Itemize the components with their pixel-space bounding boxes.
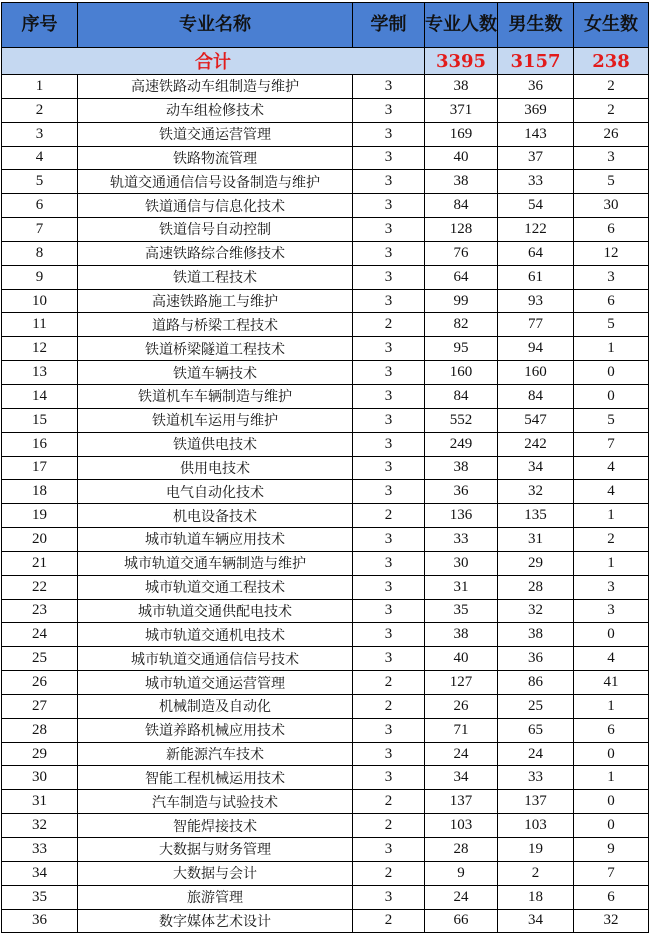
row-major-name: 铁道工程技术 <box>78 265 353 289</box>
row-years: 2 <box>353 861 425 885</box>
row-major-name: 铁道信号自动控制 <box>78 218 353 242</box>
row-female: 9 <box>574 838 649 862</box>
row-years: 3 <box>353 122 425 146</box>
row-total: 103 <box>425 814 498 838</box>
header-row <box>2 3 649 48</box>
row-female: 6 <box>574 885 649 909</box>
row-total: 128 <box>425 218 498 242</box>
row-female: 2 <box>574 528 649 552</box>
table-row <box>2 599 649 623</box>
row-index: 23 <box>2 599 78 623</box>
row-male: 25 <box>498 694 574 718</box>
row-total: 31 <box>425 575 498 599</box>
table-row <box>2 194 649 218</box>
table-row <box>2 122 649 146</box>
row-female: 5 <box>574 170 649 194</box>
row-total: 136 <box>425 504 498 528</box>
row-years: 3 <box>353 885 425 909</box>
row-female: 0 <box>574 790 649 814</box>
row-years: 3 <box>353 838 425 862</box>
row-total: 95 <box>425 337 498 361</box>
row-years: 2 <box>353 790 425 814</box>
row-index: 12 <box>2 337 78 361</box>
row-years: 3 <box>353 98 425 122</box>
row-female: 0 <box>574 742 649 766</box>
row-major-name: 铁路物流管理 <box>78 146 353 170</box>
row-female: 6 <box>574 718 649 742</box>
row-female: 0 <box>574 814 649 838</box>
row-female: 2 <box>574 75 649 99</box>
row-index: 18 <box>2 480 78 504</box>
row-index: 6 <box>2 194 78 218</box>
table-row <box>2 766 649 790</box>
row-years: 3 <box>353 337 425 361</box>
row-female: 5 <box>574 408 649 432</box>
row-major-name: 城市轨道交通通信信号技术 <box>78 647 353 671</box>
row-male: 37 <box>498 146 574 170</box>
table-row <box>2 218 649 242</box>
table-row <box>2 551 649 575</box>
row-years: 3 <box>353 647 425 671</box>
row-years: 3 <box>353 408 425 432</box>
table-row <box>2 241 649 265</box>
table-row <box>2 909 649 933</box>
row-male: 137 <box>498 790 574 814</box>
table-row <box>2 504 649 528</box>
row-major-name: 铁道交通运营管理 <box>78 122 353 146</box>
row-male: 65 <box>498 718 574 742</box>
row-major-name: 城市轨道交通车辆制造与维护 <box>78 551 353 575</box>
row-male: 2 <box>498 861 574 885</box>
row-female: 3 <box>574 146 649 170</box>
row-major-name: 智能工程机械运用技术 <box>78 766 353 790</box>
row-major-name: 城市轨道车辆应用技术 <box>78 528 353 552</box>
row-male: 31 <box>498 528 574 552</box>
row-years: 2 <box>353 814 425 838</box>
header-male: 男生数 <box>498 3 574 48</box>
row-female: 6 <box>574 218 649 242</box>
row-major-name: 城市轨道交通工程技术 <box>78 575 353 599</box>
row-major-name: 汽车制造与试验技术 <box>78 790 353 814</box>
row-total: 66 <box>425 909 498 933</box>
header-major: 专业名称 <box>78 3 353 48</box>
row-female: 5 <box>574 313 649 337</box>
table-row <box>2 98 649 122</box>
row-index: 5 <box>2 170 78 194</box>
row-total: 35 <box>425 599 498 623</box>
row-male: 143 <box>498 122 574 146</box>
row-years: 3 <box>353 241 425 265</box>
header-index: 序号 <box>2 3 78 48</box>
row-male: 32 <box>498 599 574 623</box>
row-total: 76 <box>425 241 498 265</box>
row-major-name: 铁道桥梁隧道工程技术 <box>78 337 353 361</box>
row-major-name: 动车组检修技术 <box>78 98 353 122</box>
table-row <box>2 814 649 838</box>
row-male: 93 <box>498 289 574 313</box>
row-major-name: 机械制造及自动化 <box>78 694 353 718</box>
row-female: 0 <box>574 384 649 408</box>
row-years: 3 <box>353 575 425 599</box>
row-years: 3 <box>353 170 425 194</box>
total-male: 3157 <box>498 48 574 75</box>
row-total: 38 <box>425 75 498 99</box>
table-row <box>2 528 649 552</box>
row-total: 26 <box>425 694 498 718</box>
total-female: 238 <box>574 48 649 75</box>
header-years: 学制 <box>353 3 425 48</box>
table-row <box>2 671 649 695</box>
row-major-name: 大数据与财务管理 <box>78 838 353 862</box>
row-male: 33 <box>498 766 574 790</box>
row-male: 36 <box>498 75 574 99</box>
table-row <box>2 575 649 599</box>
table-row <box>2 361 649 385</box>
row-index: 11 <box>2 313 78 337</box>
row-total: 28 <box>425 838 498 862</box>
row-male: 34 <box>498 909 574 933</box>
row-index: 34 <box>2 861 78 885</box>
row-years: 3 <box>353 384 425 408</box>
row-female: 3 <box>574 265 649 289</box>
row-major-name: 电气自动化技术 <box>78 480 353 504</box>
row-index: 35 <box>2 885 78 909</box>
table-row <box>2 146 649 170</box>
row-years: 3 <box>353 194 425 218</box>
row-major-name: 道路与桥梁工程技术 <box>78 313 353 337</box>
row-total: 249 <box>425 432 498 456</box>
row-index: 15 <box>2 408 78 432</box>
row-major-name: 高速铁路动车组制造与维护 <box>78 75 353 99</box>
row-index: 8 <box>2 241 78 265</box>
row-index: 10 <box>2 289 78 313</box>
row-male: 18 <box>498 885 574 909</box>
row-total: 84 <box>425 194 498 218</box>
table-row <box>2 432 649 456</box>
row-years: 3 <box>353 265 425 289</box>
table-row <box>2 313 649 337</box>
row-years: 3 <box>353 218 425 242</box>
row-female: 41 <box>574 671 649 695</box>
row-female: 3 <box>574 599 649 623</box>
row-male: 54 <box>498 194 574 218</box>
row-total: 137 <box>425 790 498 814</box>
table-row <box>2 337 649 361</box>
row-index: 17 <box>2 456 78 480</box>
table-row <box>2 384 649 408</box>
row-male: 86 <box>498 671 574 695</box>
row-index: 21 <box>2 551 78 575</box>
total-label: 合计 <box>2 48 425 75</box>
row-years: 2 <box>353 313 425 337</box>
row-years: 3 <box>353 289 425 313</box>
row-female: 6 <box>574 289 649 313</box>
row-major-name: 轨道交通通信信号设备制造与维护 <box>78 170 353 194</box>
row-years: 3 <box>353 528 425 552</box>
table-row <box>2 480 649 504</box>
row-total: 40 <box>425 647 498 671</box>
row-index: 27 <box>2 694 78 718</box>
row-index: 22 <box>2 575 78 599</box>
row-years: 3 <box>353 718 425 742</box>
row-female: 26 <box>574 122 649 146</box>
row-years: 3 <box>353 766 425 790</box>
table-row <box>2 838 649 862</box>
row-major-name: 城市轨道交通供配电技术 <box>78 599 353 623</box>
row-total: 71 <box>425 718 498 742</box>
row-major-name: 旅游管理 <box>78 885 353 909</box>
row-years: 2 <box>353 504 425 528</box>
row-major-name: 数字媒体艺术设计 <box>78 909 353 933</box>
row-major-name: 大数据与会计 <box>78 861 353 885</box>
row-major-name: 铁道供电技术 <box>78 432 353 456</box>
row-female: 1 <box>574 504 649 528</box>
row-male: 77 <box>498 313 574 337</box>
row-index: 25 <box>2 647 78 671</box>
table-row <box>2 742 649 766</box>
row-index: 33 <box>2 838 78 862</box>
row-total: 24 <box>425 742 498 766</box>
row-index: 32 <box>2 814 78 838</box>
total-count: 3395 <box>425 48 498 75</box>
row-major-name: 新能源汽车技术 <box>78 742 353 766</box>
row-index: 20 <box>2 528 78 552</box>
table-row <box>2 289 649 313</box>
row-female: 12 <box>574 241 649 265</box>
table-row <box>2 718 649 742</box>
row-index: 19 <box>2 504 78 528</box>
row-index: 4 <box>2 146 78 170</box>
row-female: 4 <box>574 456 649 480</box>
row-major-name: 城市轨道交通机电技术 <box>78 623 353 647</box>
row-total: 30 <box>425 551 498 575</box>
row-major-name: 机电设备技术 <box>78 504 353 528</box>
row-total: 33 <box>425 528 498 552</box>
row-total: 99 <box>425 289 498 313</box>
row-male: 369 <box>498 98 574 122</box>
row-total: 9 <box>425 861 498 885</box>
row-index: 28 <box>2 718 78 742</box>
row-total: 38 <box>425 170 498 194</box>
row-male: 19 <box>498 838 574 862</box>
row-total: 40 <box>425 146 498 170</box>
row-index: 13 <box>2 361 78 385</box>
header-total: 专业人数 <box>425 3 498 48</box>
row-female: 2 <box>574 98 649 122</box>
row-male: 242 <box>498 432 574 456</box>
row-male: 103 <box>498 814 574 838</box>
total-row <box>2 48 649 75</box>
row-index: 16 <box>2 432 78 456</box>
row-total: 169 <box>425 122 498 146</box>
row-major-name: 智能焊接技术 <box>78 814 353 838</box>
row-major-name: 铁道机车运用与维护 <box>78 408 353 432</box>
row-male: 29 <box>498 551 574 575</box>
row-total: 38 <box>425 623 498 647</box>
row-index: 3 <box>2 122 78 146</box>
row-male: 84 <box>498 384 574 408</box>
row-female: 32 <box>574 909 649 933</box>
row-total: 38 <box>425 456 498 480</box>
row-index: 14 <box>2 384 78 408</box>
row-male: 24 <box>498 742 574 766</box>
row-female: 7 <box>574 861 649 885</box>
row-total: 160 <box>425 361 498 385</box>
row-female: 30 <box>574 194 649 218</box>
row-total: 552 <box>425 408 498 432</box>
row-female: 1 <box>574 551 649 575</box>
row-total: 36 <box>425 480 498 504</box>
row-female: 1 <box>574 694 649 718</box>
row-total: 64 <box>425 265 498 289</box>
header-female: 女生数 <box>574 3 649 48</box>
row-years: 3 <box>353 599 425 623</box>
table-row <box>2 623 649 647</box>
row-female: 4 <box>574 647 649 671</box>
table-row <box>2 790 649 814</box>
row-total: 82 <box>425 313 498 337</box>
row-index: 36 <box>2 909 78 933</box>
row-major-name: 高速铁路施工与维护 <box>78 289 353 313</box>
row-index: 26 <box>2 671 78 695</box>
table-row <box>2 265 649 289</box>
row-female: 1 <box>574 337 649 361</box>
row-major-name: 铁道机车车辆制造与维护 <box>78 384 353 408</box>
row-years: 3 <box>353 146 425 170</box>
row-years: 3 <box>353 480 425 504</box>
row-male: 547 <box>498 408 574 432</box>
row-female: 0 <box>574 623 649 647</box>
row-male: 32 <box>498 480 574 504</box>
row-major-name: 铁道通信与信息化技术 <box>78 194 353 218</box>
row-years: 3 <box>353 742 425 766</box>
row-male: 33 <box>498 170 574 194</box>
table-row <box>2 647 649 671</box>
row-major-name: 高速铁路综合维修技术 <box>78 241 353 265</box>
row-years: 3 <box>353 361 425 385</box>
table-row <box>2 456 649 480</box>
row-index: 30 <box>2 766 78 790</box>
row-total: 127 <box>425 671 498 695</box>
table-row <box>2 75 649 99</box>
row-male: 61 <box>498 265 574 289</box>
row-male: 94 <box>498 337 574 361</box>
row-total: 24 <box>425 885 498 909</box>
row-male: 122 <box>498 218 574 242</box>
table-row <box>2 408 649 432</box>
table-row <box>2 861 649 885</box>
row-male: 64 <box>498 241 574 265</box>
row-total: 84 <box>425 384 498 408</box>
row-years: 3 <box>353 623 425 647</box>
row-female: 0 <box>574 361 649 385</box>
row-index: 29 <box>2 742 78 766</box>
row-index: 9 <box>2 265 78 289</box>
row-years: 3 <box>353 432 425 456</box>
row-female: 3 <box>574 575 649 599</box>
row-total: 371 <box>425 98 498 122</box>
row-male: 38 <box>498 623 574 647</box>
row-female: 4 <box>574 480 649 504</box>
row-male: 34 <box>498 456 574 480</box>
table-row <box>2 694 649 718</box>
row-male: 135 <box>498 504 574 528</box>
row-years: 2 <box>353 671 425 695</box>
row-total: 34 <box>425 766 498 790</box>
row-major-name: 城市轨道交通运营管理 <box>78 671 353 695</box>
row-index: 2 <box>2 98 78 122</box>
row-female: 1 <box>574 766 649 790</box>
row-major-name: 铁道车辆技术 <box>78 361 353 385</box>
row-years: 2 <box>353 694 425 718</box>
row-years: 3 <box>353 456 425 480</box>
row-index: 1 <box>2 75 78 99</box>
row-index: 7 <box>2 218 78 242</box>
row-major-name: 铁道养路机械应用技术 <box>78 718 353 742</box>
row-index: 24 <box>2 623 78 647</box>
row-years: 2 <box>353 909 425 933</box>
row-male: 160 <box>498 361 574 385</box>
row-index: 31 <box>2 790 78 814</box>
row-years: 3 <box>353 75 425 99</box>
table-row <box>2 170 649 194</box>
row-major-name: 供用电技术 <box>78 456 353 480</box>
table-row <box>2 885 649 909</box>
row-years: 3 <box>353 551 425 575</box>
row-male: 36 <box>498 647 574 671</box>
row-female: 7 <box>574 432 649 456</box>
enrollment-table <box>1 2 649 933</box>
row-male: 28 <box>498 575 574 599</box>
